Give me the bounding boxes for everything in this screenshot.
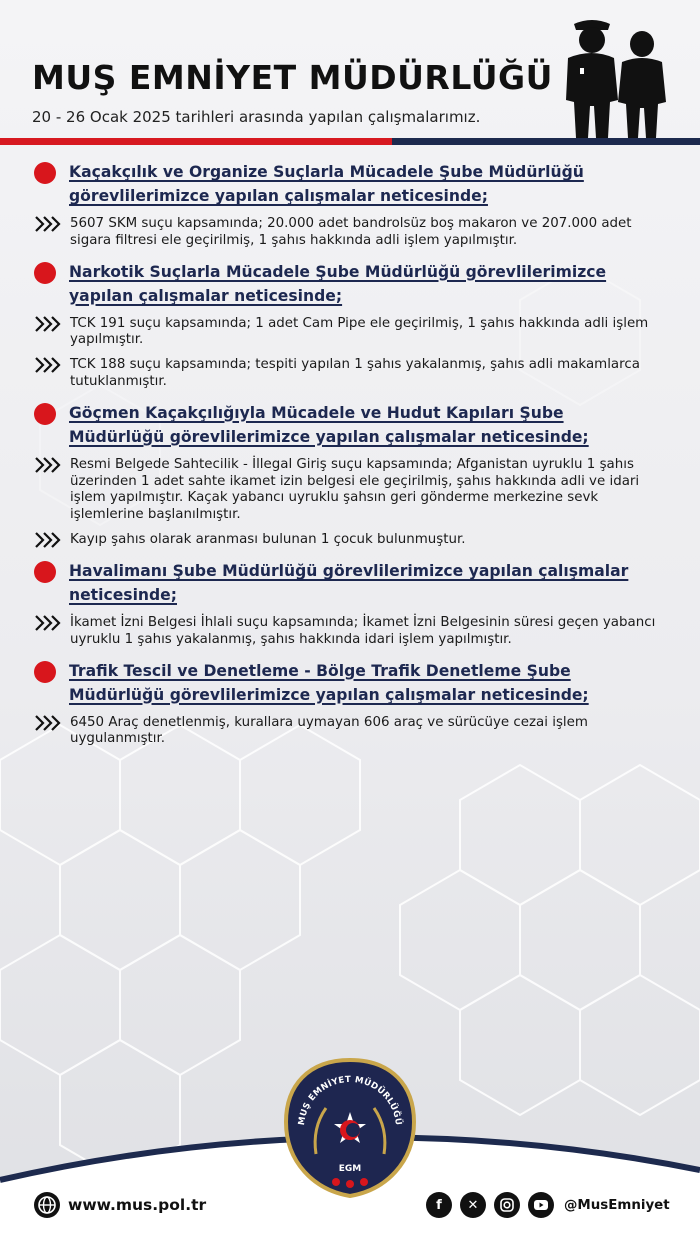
- list-item: [34, 615, 664, 649]
- triple-chevron-icon: [34, 215, 64, 233]
- facebook-icon[interactable]: f: [426, 1192, 452, 1218]
- social-links: [426, 1192, 670, 1218]
- section-title: Trafik Tescil ve Denetleme - Bölge Trafik Denetleme Şube Müdürlüğü görevlilerimizce yapılan çalışmalar neticesinde;: [69, 661, 589, 704]
- red-bullet-icon: [34, 561, 56, 583]
- report-section: [34, 160, 664, 250]
- section-title: Havalimanı Şube Müdürlüğü görevlilerimizce yapılan çalışmalar neticesinde;: [69, 561, 629, 604]
- section-header: [34, 160, 664, 208]
- section-header: [34, 659, 664, 707]
- red-bullet-icon: [34, 403, 56, 425]
- emblem-label: EGM: [338, 1164, 362, 1174]
- list-item: [34, 357, 664, 391]
- list-item-text: TCK 188 suçu kapsamında; tespiti yapılan 1 şahıs yakalanmış, şahıs adli makamlarca tutuklanmıştır.: [70, 357, 640, 389]
- section-title: Narkotik Suçlarla Mücadele Şube Müdürlüğü görevlilerimizce yapılan çalışmalar neticesinde;: [69, 262, 607, 305]
- emblem-ring-text: MUŞ EMNİYET MÜDÜRLÜĞÜ: [296, 1074, 404, 1126]
- list-item: [34, 316, 664, 350]
- list-item-text: TCK 191 suçu kapsamında; 1 adet Cam Pipe ele geçirilmiş, 1 şahıs hakkında adli işlem yapılmıştır.: [70, 315, 649, 348]
- triple-chevron-icon: [34, 356, 64, 374]
- date-range-subtitle: 20 - 26 Ocak 2025 tarihleri arasında yapılan çalışmalarımız.: [32, 108, 481, 126]
- list-item-text: Resmi Belgede Sahtecilik - İllegal Giriş suçu kapsamında; Afganistan uyruklu 1 şahıs üzerinden 1 adet sahte ikamet izin belgesi ele geçirilmiş, şahıs hakkında adli ve idari işlem yapılmıştır. Kaçak yabancı uyruklu şahsın geri gönderme merkezine sevk işlemlerine başlanılmıştır.: [70, 456, 640, 523]
- red-bullet-icon: [34, 661, 56, 683]
- triple-chevron-icon: [34, 315, 64, 333]
- list-item-text: 6450 Araç denetlenmiş, kurallara uymayan 606 araç ve sürücüye cezai işlem uygulanmıştır.: [70, 714, 588, 747]
- page-title: MUŞ EMNİYET MÜDÜRLÜĞÜ: [32, 58, 553, 97]
- red-bullet-icon: [34, 162, 56, 184]
- list-item: [34, 216, 664, 250]
- section-header: [34, 401, 664, 449]
- social-handle[interactable]: @MusEmniyet: [564, 1197, 670, 1213]
- section-header: [34, 260, 664, 308]
- police-officers-illustration: [560, 18, 670, 140]
- instagram-icon[interactable]: [494, 1192, 520, 1218]
- report-section: [34, 659, 664, 749]
- triple-chevron-icon: [34, 614, 64, 632]
- report-section: [34, 559, 664, 649]
- section-title: Göçmen Kaçakçılığıyla Mücadele ve Hudut Kapıları Şube Müdürlüğü görevlilerimizce yapılan çalışmalar neticesinde;: [69, 403, 589, 446]
- red-bullet-icon: [34, 262, 56, 284]
- header-divider-red: [0, 138, 392, 145]
- triple-chevron-icon: [34, 456, 64, 474]
- list-item-text: 5607 SKM suçu kapsamında; 20.000 adet bandrolsüz boş makaron ve 207.000 adet sigara filtresi ele geçirilmiş, 1 şahıs hakkında adli işlem yapılmıştır.: [70, 216, 632, 248]
- list-item-text: İkamet İzni Belgesi İhlali suçu kapsamında; İkamet İzni Belgesinin süresi geçen yabancı uyruklu 1 şahıs yakalanmış, şahıs hakkında idari işlem yapılmıştır.: [70, 614, 656, 647]
- youtube-icon[interactable]: [528, 1192, 554, 1218]
- globe-icon: [34, 1192, 60, 1218]
- x-icon[interactable]: ✕: [460, 1192, 486, 1218]
- section-header: [34, 559, 664, 607]
- section-title: Kaçakçılık ve Organize Suçlarla Mücadele Şube Müdürlüğü görevlilerimizce yapılan çalışmalar neticesinde;: [69, 163, 584, 205]
- egm-emblem: [282, 1058, 418, 1198]
- report-section: [34, 401, 664, 549]
- report-content: [34, 160, 664, 758]
- triple-chevron-icon: [34, 531, 64, 549]
- list-item: [34, 457, 664, 524]
- list-item: [34, 532, 664, 549]
- triple-chevron-icon: [34, 714, 64, 732]
- website-url[interactable]: www.mus.pol.tr: [68, 1196, 207, 1214]
- report-section: [34, 260, 664, 391]
- list-item-text: Kayıp şahıs olarak aranması bulunan 1 çocuk bulunmuştur.: [70, 531, 466, 547]
- list-item: [34, 715, 664, 749]
- website-link[interactable]: [34, 1192, 206, 1218]
